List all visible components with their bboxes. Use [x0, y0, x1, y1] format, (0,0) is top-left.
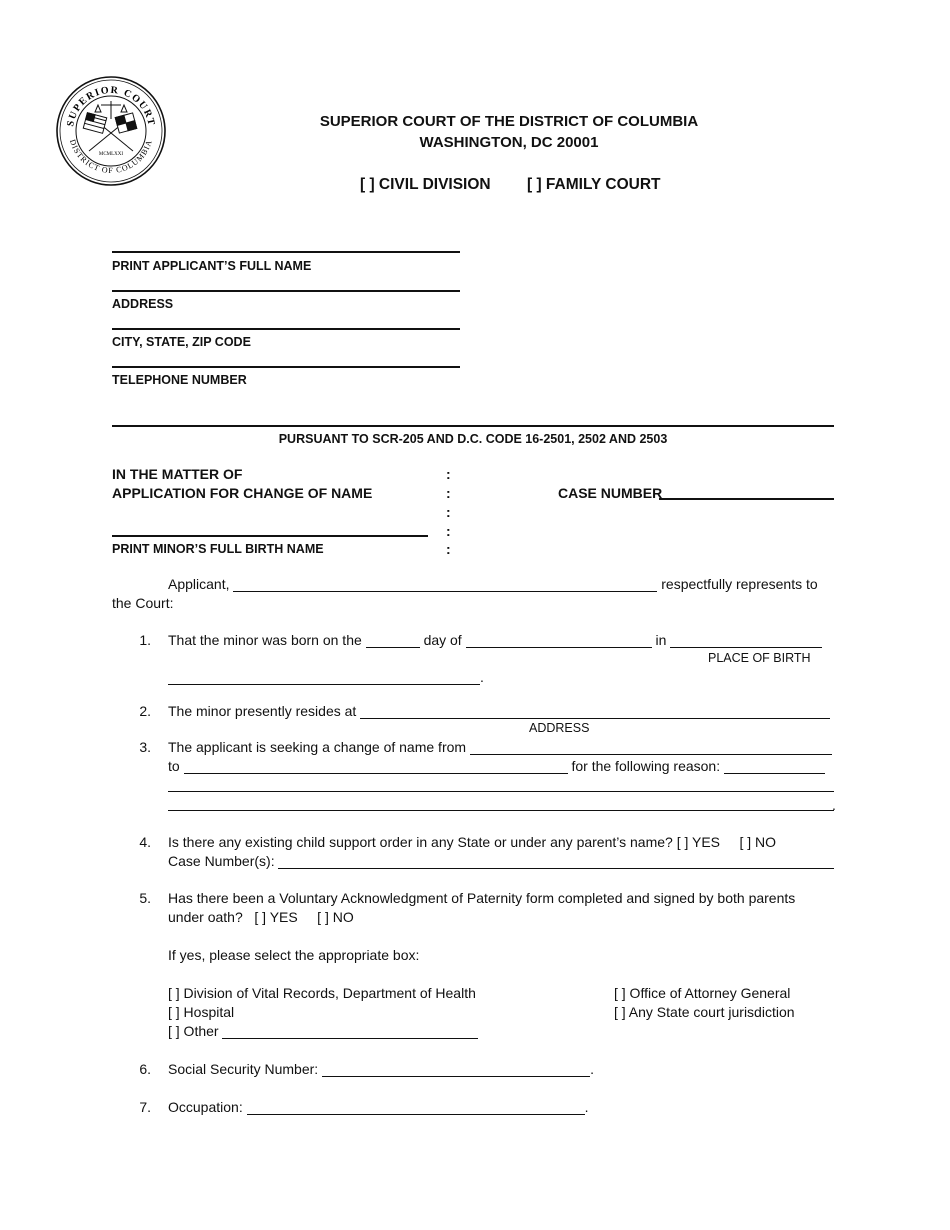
applicant-address-line[interactable] [112, 290, 460, 292]
item-3-number: 3. [139, 739, 151, 755]
item-5-if-yes: If yes, please select the appropriate box: [168, 947, 420, 963]
item-3-reason-label: for the following reason: [571, 758, 721, 774]
option-hospital[interactable]: [ ] Hospital [168, 1004, 235, 1020]
caption-colon: : [446, 523, 451, 539]
item-7-number: 7. [139, 1099, 151, 1115]
minor-name-label: PRINT MINOR’S FULL BIRTH NAME [112, 542, 324, 556]
occupation-blank[interactable] [247, 1100, 585, 1115]
item-1-in: in [655, 632, 667, 648]
option-vital-records[interactable]: [ ] Division of Vital Records, Department of Health [168, 985, 476, 1001]
item-5-oath: under oath? [ ] YES [ ] NO [168, 909, 354, 925]
item-7-end: . [584, 1099, 589, 1115]
item-1-end: . [480, 669, 484, 685]
applicant-name-line[interactable] [112, 251, 460, 253]
option-attorney-general[interactable]: [ ] Office of Attorney General [614, 985, 791, 1001]
seal-year: MCMLXXI [98, 152, 124, 157]
application-title: APPLICATION FOR CHANGE OF NAME [112, 485, 373, 501]
applicant-city-line[interactable] [112, 328, 460, 330]
item-3-text: The applicant is seeking a change of name from [168, 739, 467, 755]
matter-of: IN THE MATTER OF [112, 466, 243, 482]
address-label: ADDRESS [529, 721, 590, 735]
item-4-case-label: Case Number(s): [168, 853, 275, 869]
seal-top-text: SUPERIOR COURT [65, 84, 157, 128]
applicant-name-label: PRINT APPLICANT’S FULL NAME [112, 259, 312, 273]
intro-court: the Court: [112, 595, 174, 611]
item-2-number: 2. [139, 703, 151, 719]
item-3-to: to [168, 758, 180, 774]
court-name: SUPERIOR COURT OF THE DISTRICT OF COLUMBIA [319, 113, 699, 130]
section-divider [112, 425, 834, 427]
case-number-line[interactable] [659, 498, 834, 500]
birth-place-blank[interactable] [670, 633, 822, 648]
applicant-city-label: CITY, STATE, ZIP CODE [112, 335, 251, 349]
option-other[interactable]: [ ] Other [168, 1023, 219, 1039]
option-state-court[interactable]: [ ] Any State court jurisdiction [614, 1004, 795, 1020]
case-numbers-blank[interactable] [278, 854, 834, 869]
ssn-blank[interactable] [322, 1062, 590, 1077]
caption-colon: : [446, 541, 451, 557]
caption-colon: : [446, 504, 451, 520]
pursuant-text: PURSUANT TO SCR-205 AND D.C. CODE 16-2501, 2502 AND 2503 [278, 432, 668, 446]
item-5-number: 5. [139, 890, 151, 906]
applicant-phone-line[interactable] [112, 366, 460, 368]
item-5-text: Has there been a Voluntary Acknowledgment of Paternity form completed and signed by both parents [168, 890, 796, 906]
reason-line[interactable] [168, 810, 834, 811]
court-seal [55, 75, 167, 187]
reason-line[interactable] [168, 791, 834, 792]
court-city: WASHINGTON, DC 20001 [419, 134, 599, 151]
minor-address-blank[interactable] [360, 704, 830, 719]
minor-name-line[interactable] [112, 535, 428, 537]
birth-month-blank[interactable] [466, 633, 652, 648]
case-number-label: CASE NUMBER [558, 485, 663, 501]
reason-blank[interactable] [724, 759, 825, 774]
birth-day-blank[interactable] [366, 633, 420, 648]
caption-colon: : [446, 485, 451, 501]
applicant-address-label: ADDRESS [112, 297, 174, 311]
item-6-number: 6. [139, 1061, 151, 1077]
place-of-birth-label: PLACE OF BIRTH [708, 651, 811, 665]
item-4-text: Is there any existing child support order in any State or under any parent’s name? [ ] YES [ ] NO [168, 834, 777, 850]
item-4-number: 4. [139, 834, 151, 850]
item-2-text: The minor presently resides at [168, 703, 357, 719]
birth-place-continued-blank[interactable] [168, 670, 480, 685]
applicant-name-blank[interactable] [233, 577, 657, 592]
applicant-phone-label: TELEPHONE NUMBER [112, 373, 247, 387]
family-court-checkbox[interactable]: [ ] FAMILY COURT [527, 176, 661, 193]
item-7-text: Occupation: [168, 1099, 243, 1115]
name-from-blank[interactable] [470, 740, 832, 755]
intro-applicant: Applicant, [168, 576, 230, 592]
item-1-text: That the minor was born on the [168, 632, 362, 648]
item-1-day-of: day of [423, 632, 462, 648]
item-6-end: . [590, 1061, 594, 1077]
civil-division-checkbox[interactable]: [ ] CIVIL DIVISION [360, 176, 491, 193]
other-blank[interactable] [222, 1024, 478, 1039]
seal-bottom-text: DISTRICT OF COLUMBIA [68, 138, 154, 176]
flags-icon [83, 113, 136, 151]
caption-colon: : [446, 466, 451, 482]
item-3-end: . [832, 797, 836, 813]
item-1-number: 1. [139, 632, 151, 648]
intro-represents: respectfully represents to [661, 576, 818, 592]
name-to-blank[interactable] [184, 759, 568, 774]
item-6-text: Social Security Number: [168, 1061, 319, 1077]
